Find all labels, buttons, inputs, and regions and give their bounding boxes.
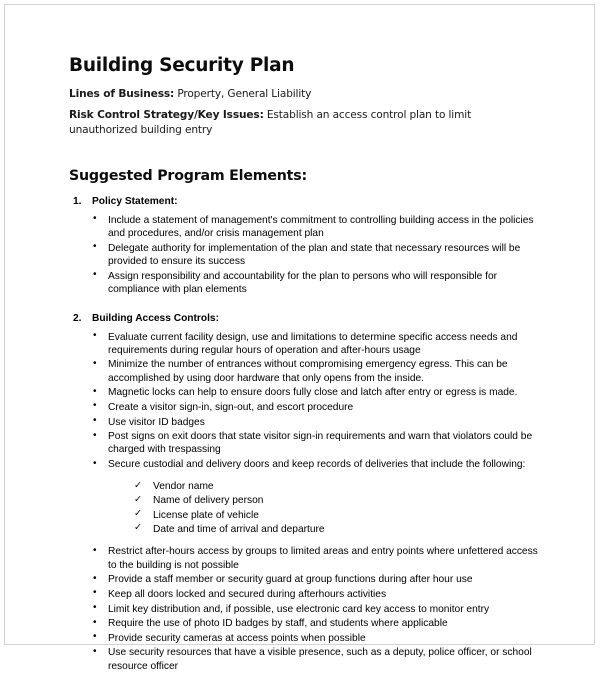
numbered-section-heading: [69, 312, 541, 326]
list-item: • Use visitor ID badges: [69, 416, 541, 429]
list-item: • Limit key distribution and, if possible, use electronic card key access to monitor entry: [69, 603, 541, 616]
list-item: • Use security resources that have a visible presence, such as a deputy, police officer, or school resource officer: [69, 646, 541, 672]
list-number: 2.: [73, 312, 82, 324]
list-item: • Keep all doors locked and secured during afterhours activities: [69, 588, 541, 601]
list-item: • Restrict after-hours access by groups to limited areas and entry points where unfettered access to the building is not possible: [69, 545, 541, 571]
list-item: • Evaluate current facility design, use and limitations to determine specific access needs and requirements during regular hours of operation and after-hours usage: [69, 331, 541, 357]
list-number: 1.: [73, 196, 82, 208]
numbered-section-label: Building Access Controls:: [92, 312, 219, 324]
numbered-section-heading: [69, 195, 541, 209]
meta-value-risk-control-strategy: Establish an access control plan to limit unauthorized building entry: [69, 109, 472, 136]
meta-value-lines-of-business: Property, General Liability: [177, 88, 312, 101]
section-heading-suggested-program-elements: Suggested Program Elements:: [69, 167, 307, 184]
document-content: [69, 55, 541, 676]
list-item: • Post signs on exit doors that state visitor sign-in requirements and warn that violators could be charged with trespassing: [69, 430, 541, 456]
numbered-section-building-access-controls: [69, 312, 541, 673]
bullet-list-access-controls-primary: [69, 331, 541, 472]
list-item: • Require the use of photo ID badges by staff, and students where applicable: [69, 617, 541, 630]
list-item: • Secure custodial and delivery doors and keep records of deliveries that include the following:: [69, 458, 541, 471]
list-item: ✓ Date and time of arrival and departure: [69, 523, 541, 537]
list-item: • Provide security cameras at access points when possible: [69, 632, 541, 645]
list-item: ✓ Vendor name: [69, 480, 541, 494]
checkmark-list-delivery-records: [69, 480, 541, 536]
numbered-section-policy-statement: [69, 195, 541, 296]
list-item: ✓ Name of delivery person: [69, 494, 541, 508]
list-item: • Create a visitor sign-in, sign-out, and escort procedure: [69, 401, 541, 414]
list-item: • Minimize the number of entrances without compromising emergency egress. This can be accomplished by using door hardware that only opens from the inside.: [69, 358, 541, 384]
bullet-list-policy-statement: [69, 214, 541, 296]
list-item: • Provide a staff member or security guard at group functions during after hour use: [69, 573, 541, 586]
meta-risk-control-strategy: [69, 108, 541, 136]
list-item: • Magnetic locks can help to ensure doors fully close and latch after entry or egress is made.: [69, 386, 541, 399]
numbered-section-label: Policy Statement:: [92, 196, 178, 208]
page-title: Building Security Plan: [69, 55, 295, 76]
list-item: • Delegate authority for implementation of the plan and state that necessary resources will be provided to ensure its success: [69, 242, 541, 268]
document-page: [4, 4, 595, 672]
list-item: ✓ License plate of vehicle: [69, 509, 541, 523]
meta-label-risk-control-strategy: Risk Control Strategy/Key Issues:: [69, 109, 264, 122]
list-item: • Include a statement of management's commitment to controlling building access in the policies and procedures, and/or crisis management plan: [69, 214, 541, 240]
meta-lines-of-business: [69, 87, 541, 101]
bullet-list-access-controls-secondary: [69, 545, 541, 672]
list-item: • Assign responsibility and accountability for the plan to persons who will responsible for compliance with plan elements: [69, 270, 541, 296]
meta-label-lines-of-business: Lines of Business:: [69, 88, 175, 101]
